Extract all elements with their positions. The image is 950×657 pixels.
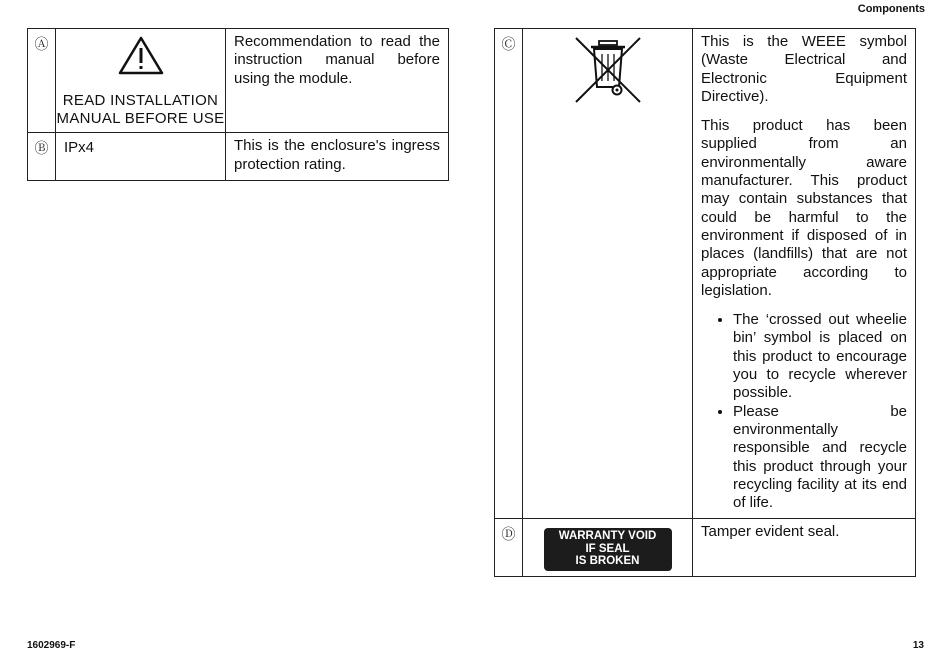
seal-line-3: IS BROKEN	[575, 555, 640, 568]
list-item: • The ‘crossed out wheelie bin’ symbol is placed on this product to encourage you to recycle wherever possible.	[733, 311, 907, 402]
section-header: Components	[857, 3, 925, 15]
components-table-right	[494, 28, 916, 577]
table-row	[28, 29, 449, 133]
warning-triangle-icon	[118, 35, 164, 75]
components-table-left	[27, 28, 449, 181]
warranty-seal-label	[544, 528, 672, 571]
warning-symbol-cell	[56, 29, 226, 133]
ip-rating-label: IPx4	[56, 133, 226, 181]
row-description: This is the enclosure's ingress protection rating.	[226, 133, 449, 181]
table-row	[495, 29, 916, 519]
document-number: 1602969-F	[27, 640, 76, 651]
table-row	[28, 133, 449, 181]
warning-label-line2: MANUAL BEFORE USE	[56, 110, 225, 128]
row-letter: Ⓓ	[495, 519, 523, 577]
crossed-out-wheelie-bin-icon	[573, 35, 643, 105]
weee-bullet-list	[701, 311, 907, 512]
seal-line-1: WARRANTY VOID	[558, 530, 657, 543]
weee-paragraph-2: This product has been supplied from an environmentally aware manufacturer. This product may contain substances that could be harmful to the environment if disposed of in places (landfills) that are not appropriate according to legislation.	[701, 117, 907, 299]
weee-paragraph-1: This is the WEEE symbol (Waste Electrical and Electronic Equipment Directive).	[701, 33, 907, 105]
warning-label-line1: READ INSTALLATION	[62, 92, 219, 110]
page-number: 13	[912, 640, 924, 651]
row-description: Tamper evident seal.	[693, 519, 916, 577]
row-letter: Ⓐ	[28, 29, 56, 133]
row-letter: Ⓒ	[495, 29, 523, 519]
row-letter: Ⓑ	[28, 133, 56, 181]
row-description: Recommendation to read the instruction manual before using the module.	[226, 29, 449, 133]
table-row	[495, 519, 916, 577]
list-item: • Please be environmentally responsible and recycle this product through your recycling facility at its end of life.	[733, 403, 907, 513]
weee-description	[693, 29, 916, 519]
seal-cell	[523, 519, 693, 577]
seal-line-2: IF SEAL	[585, 542, 630, 555]
weee-symbol-cell	[523, 29, 693, 519]
